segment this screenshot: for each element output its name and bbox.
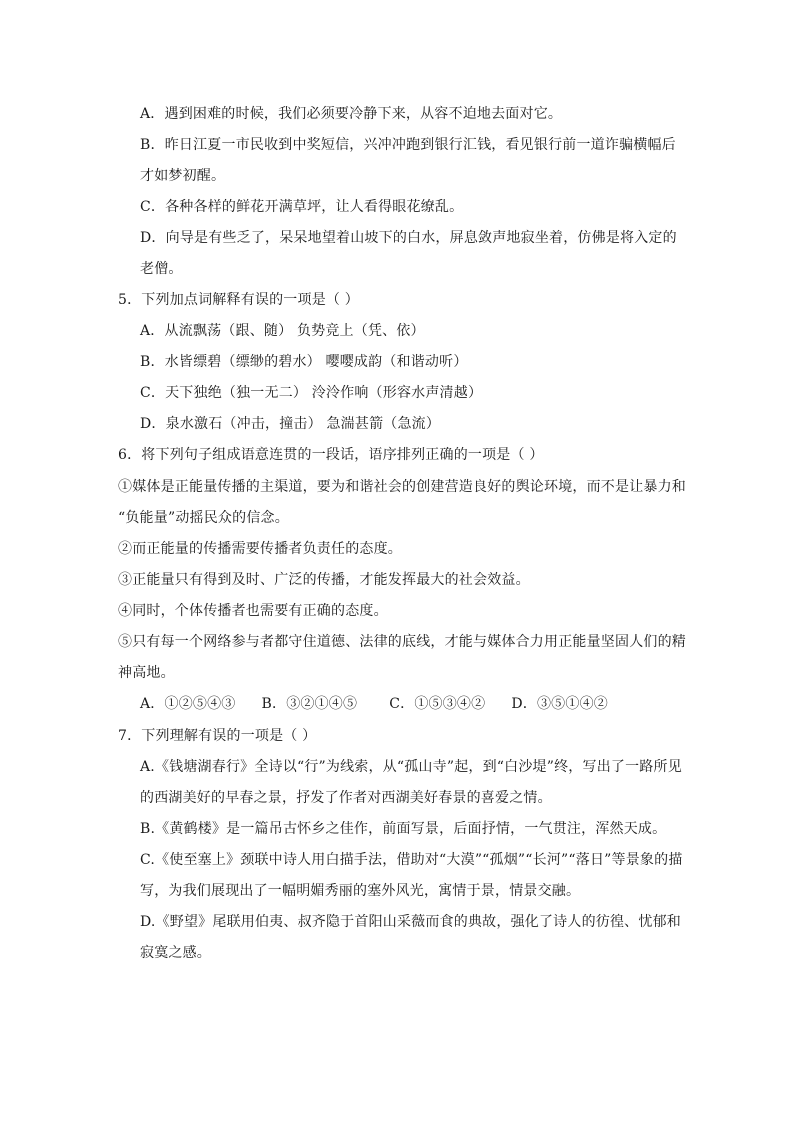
q7-option-c-cont: 写，为我们展现出了一幅明媚秀丽的塞外风光，寓情于景，情景交融。 <box>140 883 581 899</box>
q6-sentence-2: ②而正能量的传播需要传播者负责任的态度。 <box>118 541 402 557</box>
prev-option-d-cont: 老僧。 <box>140 261 183 277</box>
q6-sentence-4: ④同时，个体传播者也需要有正确的态度。 <box>118 603 388 619</box>
q7-option-d-cont: 寂寞之感。 <box>140 945 211 961</box>
prev-option-b-cont: 才如梦初醒。 <box>140 168 226 184</box>
q6-sentence-3: ③正能量只有得到及时、广泛的传播，才能发挥最大的社会效益。 <box>118 572 530 588</box>
question-6: 6．将下列句子组成语意连贯的一段话，语序排列正确的一项是（ ） <box>118 447 544 463</box>
prev-option-d: D．向导是有些乏了，呆呆地望着山坡下的白水，屏息敛声地寂坐着，仿佛是将入定的 <box>140 230 677 246</box>
q6-option-a: A．①②⑤④③ <box>140 696 236 712</box>
q5-option-a: A．从流飘荡（跟、随） 负势竞上（凭、依） <box>140 323 425 339</box>
prev-option-c: C．各种各样的鲜花开满草坪，让人看得眼花缭乱。 <box>140 199 464 215</box>
q5-option-c: C．天下独绝（独一无二） 泠泠作响（形容水声清越） <box>140 385 483 401</box>
q6-option-c: C．①⑤③④② <box>389 696 486 712</box>
q7-option-d: D.《野望》尾联用伯夷、叔齐隐于首阳山采薇而食的典故，强化了诗人的彷徨、忧郁和 <box>140 914 681 930</box>
q7-option-a-cont: 的西湖美好的早春之景，抒发了作者对西湖美好春景的喜爱之情。 <box>140 790 552 806</box>
q7-option-a: A.《钱塘湖春行》全诗以“行”为线索，从“孤山寺”起，到“白沙堤”终，写出了一路所见 <box>140 759 682 775</box>
question-7: 7．下列理解有误的一项是（ ） <box>118 728 317 744</box>
q6-option-d: D．③⑤①④② <box>511 696 608 712</box>
q7-option-c: C.《使至塞上》颈联中诗人用白描手法，借助对“大漠”“孤烟”“长河”“落日”等景象的描 <box>140 852 683 868</box>
q6-sentence-1: ①媒体是正能量传播的主渠道，要为和谐社会的创建营造良好的舆论环境，而不是让暴力和 <box>118 479 686 495</box>
q6-sentence-1-cont: “负能量”动摇民众的信念。 <box>118 510 289 526</box>
prev-option-a: A．遇到困难的时候，我们必须要冷静下来，从容不迫地去面对它。 <box>140 106 563 122</box>
q6-sentence-5: ⑤只有每一个网络参与者都守住道德、法律的底线，才能与媒体合力用正能量坚固人们的精 <box>118 634 686 650</box>
q5-option-d: D．泉水激石（冲击，撞击） 急湍甚箭（急流） <box>140 416 441 432</box>
prev-option-b: B．昨日江夏一市民收到中奖短信，兴冲冲跑到银行汇钱，看见银行前一道诈骗横幅后 <box>140 137 676 153</box>
q7-option-b: B.《黄鹤楼》是一篇吊古怀乡之佳作，前面写景，后面抒情，一气贯注，浑然天成。 <box>140 821 667 837</box>
q6-option-b: B．③②①④⑤ <box>261 696 358 712</box>
q6-options <box>140 694 608 714</box>
question-5: 5．下列加点词解释有误的一项是（ ） <box>118 292 359 308</box>
q6-sentence-5-cont: 神高地。 <box>118 665 175 681</box>
q5-option-b: B．水皆缥碧（缥缈的碧水） 嘤嘤成韵（和谐动听） <box>140 354 468 370</box>
